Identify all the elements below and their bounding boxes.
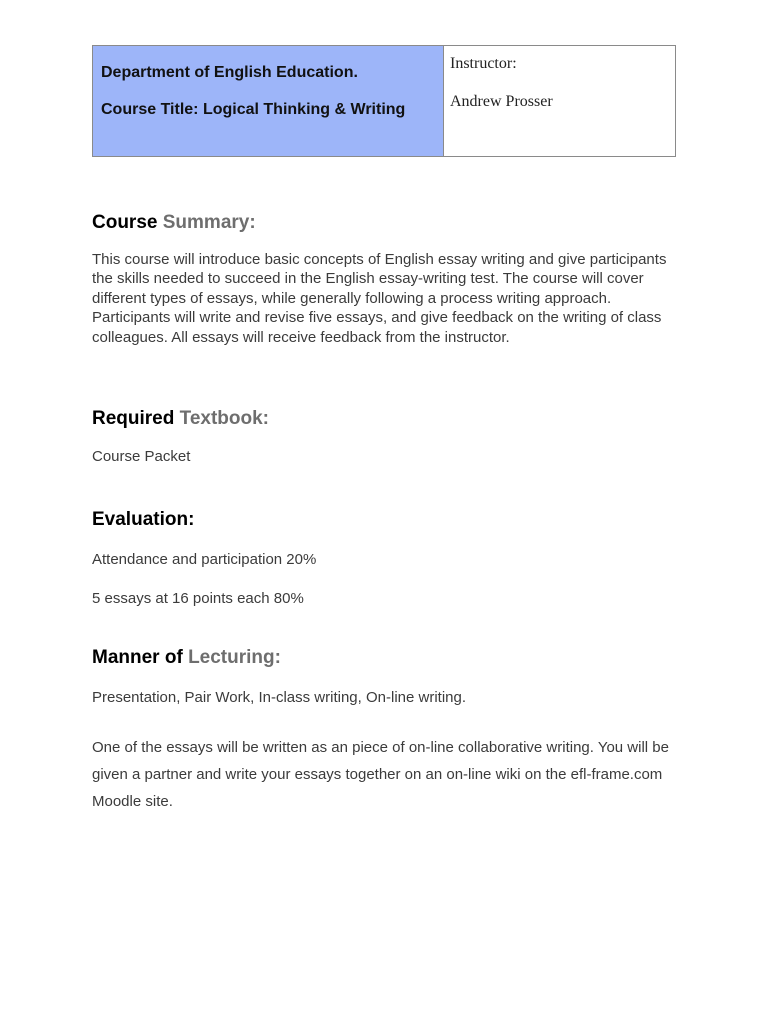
instructor-cell [444,46,675,156]
lecturing-heading-sub: Lecturing: [188,647,281,668]
summary-text: This course will introduce basic concepts of English essay writing and give participants the skills needed to succeed in the English essay-writing test. The course will cover different types of essays, while generally following a process writing approach. Participants will write and revise five essays, and give feedback on the writing of class colleagues. All essays will receive feedback from the instructor. [92,251,667,346]
textbook-text: Course Packet [92,448,191,465]
summary-heading-main: Course [92,212,158,233]
evaluation-item: 5 essays at 16 points each 80% [92,590,304,607]
instructor-name: Andrew Prosser [450,93,553,110]
course-title: Course Title: Logical Thinking & Writing [101,101,406,118]
evaluation-heading-text: Evaluation: [92,509,195,530]
textbook-heading-sub: Textbook: [179,408,270,429]
instructor-label: Instructor: [450,55,517,72]
textbook-heading [92,407,269,431]
summary-heading [92,211,256,235]
summary-heading-sub: Summary: [162,212,256,233]
department-name: Department of English Education. [101,64,358,81]
textbook-heading-main: Required [92,408,175,429]
lecturing-details: One of the essays will be written as an piece of on-line collaborative writing. You will be given a partner and write your essays together on an on-line wiki on the efl-frame.com Moodle site. [92,739,669,810]
course-info-cell [93,46,444,156]
course-header-table [92,45,676,157]
lecturing-heading [92,646,281,670]
evaluation-item: Attendance and participation 20% [92,551,317,568]
evaluation-heading [92,508,194,532]
lecturing-heading-main: Manner of [92,647,183,668]
lecturing-methods: Presentation, Pair Work, In-class writing, On-line writing. [92,689,467,706]
